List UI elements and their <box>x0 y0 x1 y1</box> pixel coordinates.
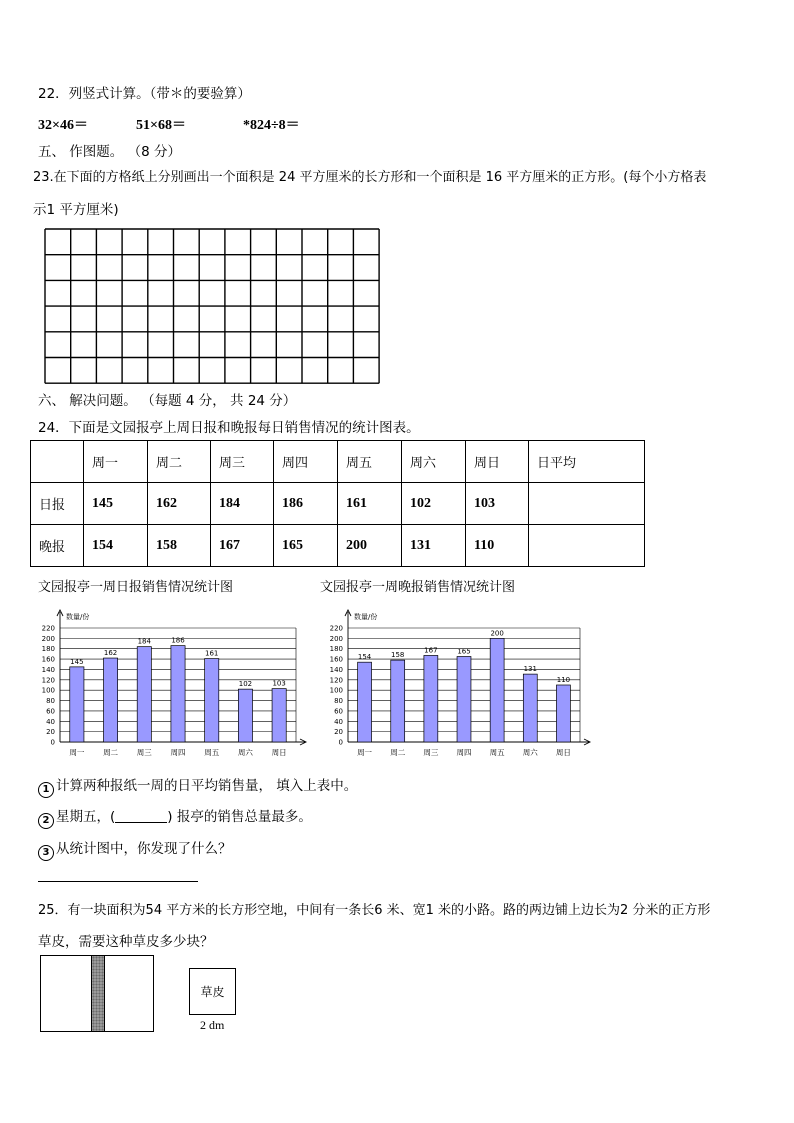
table-cell: 103 <box>466 483 529 525</box>
circle-marker: 3 <box>38 845 54 861</box>
y-tick-label: 200 <box>41 634 55 643</box>
table-cell: 200 <box>338 525 402 567</box>
section5-heading: 五、 作图题。 （8 分） <box>38 144 181 160</box>
evening-paper-bar-chart <box>316 604 606 764</box>
sales-table <box>30 440 645 567</box>
bar <box>272 689 286 742</box>
x-tick-label: 周一 <box>69 748 85 757</box>
q24-sub2-after: ) 报亭的销售总量最多。 <box>167 809 312 825</box>
bar-value-label: 161 <box>205 649 219 658</box>
bar <box>490 638 504 742</box>
table-cell <box>31 441 84 483</box>
road-strip <box>91 956 105 1031</box>
x-tick-label: 周二 <box>390 748 406 757</box>
y-tick-label: 120 <box>41 676 55 685</box>
bar-value-label: 186 <box>171 636 185 645</box>
table-cell: 日平均 <box>529 441 645 483</box>
y-tick-label: 100 <box>41 686 55 695</box>
y-axis-label: 数量/份 <box>354 613 378 621</box>
bar-value-label: 154 <box>357 653 372 662</box>
bar <box>238 689 252 742</box>
table-cell: 167 <box>211 525 274 567</box>
x-tick-label: 周六 <box>522 748 538 757</box>
q23-line2: 示1 平方厘米) <box>33 202 119 218</box>
x-tick-label: 周日 <box>271 748 287 757</box>
x-tick-label: 周四 <box>456 748 472 757</box>
table-cell: 145 <box>84 483 148 525</box>
q24-sub3-text: 从统计图中，你发现了什么？ <box>56 841 232 857</box>
y-tick-label: 0 <box>338 738 343 747</box>
x-tick-label: 周三 <box>136 748 152 757</box>
y-tick-label: 220 <box>41 624 55 633</box>
sod-label: 草皮 <box>200 985 225 999</box>
daily-paper-bar-chart <box>28 604 308 764</box>
circle-marker: 1 <box>38 782 54 798</box>
rectangular-field <box>40 955 154 1032</box>
bar-value-label: 162 <box>103 649 118 658</box>
q24-sub1-text: 计算两种报纸一周的日平均销售量， 填入上表中。 <box>56 778 358 794</box>
answer-blank[interactable] <box>115 810 167 823</box>
q24-title: 24．下面是文园报亭上周日报和晚报每日销售情况的统计图表。 <box>38 420 420 436</box>
q22-item-1: 32×46＝ <box>38 118 88 133</box>
table-cell: 周二 <box>148 441 211 483</box>
bar <box>171 646 185 742</box>
bar <box>70 667 84 742</box>
table-cell: 周日 <box>466 441 529 483</box>
chart2-title: 文园报亭一周晚报销售情况统计图 <box>320 580 516 595</box>
y-tick-label: 0 <box>50 738 55 747</box>
answer-line[interactable] <box>38 881 198 882</box>
table-cell: 周四 <box>274 441 338 483</box>
y-tick-label: 140 <box>329 665 343 674</box>
q24-sub1 <box>38 774 357 798</box>
table-cell: 日报 <box>31 483 84 525</box>
bar <box>556 685 570 742</box>
bar-value-label: 145 <box>70 657 84 666</box>
q22-item-3: *824÷8＝ <box>243 118 300 133</box>
y-tick-label: 20 <box>334 728 343 737</box>
bar <box>391 660 405 742</box>
q24-sub3 <box>38 837 232 861</box>
q24-sub2-before: 星期五，( <box>56 809 116 825</box>
table-cell: 184 <box>211 483 274 525</box>
y-axis-label: 数量/份 <box>66 613 90 621</box>
x-tick-label: 周五 <box>204 748 220 757</box>
q22-item-2: 51×68＝ <box>136 118 186 133</box>
bar-value-label: 184 <box>137 637 151 646</box>
table-cell: 158 <box>148 525 211 567</box>
table-cell: 165 <box>274 525 338 567</box>
y-tick-label: 200 <box>329 634 343 643</box>
sod-size-label: 2 dm <box>200 1018 225 1032</box>
square-grid <box>44 228 380 384</box>
bar <box>137 647 151 742</box>
q25-line1: 25．有一块面积为54 平方米的长方形空地，中间有一条长6 米、宽1 米的小路。路的两边铺上边长为2 分米的正方形 <box>38 903 711 918</box>
q22-title: 22．列竖式计算。（带＊的要验算） <box>38 86 251 102</box>
table-cell: 102 <box>402 483 466 525</box>
bar <box>358 662 372 742</box>
x-tick-label: 周四 <box>170 748 186 757</box>
bar-value-label: 110 <box>556 676 571 684</box>
bar-value-label: 165 <box>457 647 471 656</box>
x-tick-label: 周一 <box>357 748 373 757</box>
x-tick-label: 周日 <box>555 748 571 757</box>
table-cell: 周三 <box>211 441 274 483</box>
x-tick-label: 周五 <box>489 748 505 757</box>
table-cell: 154 <box>84 525 148 567</box>
x-tick-label: 周三 <box>423 748 439 757</box>
y-tick-label: 140 <box>41 665 55 674</box>
y-tick-label: 120 <box>329 676 343 685</box>
bar <box>205 659 219 742</box>
bar-value-label: 200 <box>490 629 504 638</box>
bar-value-label: 131 <box>523 665 537 674</box>
table-cell: 晚报 <box>31 525 84 567</box>
table-cell: 161 <box>338 483 402 525</box>
table-cell: 162 <box>148 483 211 525</box>
table-row <box>31 483 645 525</box>
table-cell: 186 <box>274 483 338 525</box>
y-tick-label: 180 <box>41 645 55 654</box>
y-tick-label: 160 <box>41 655 55 664</box>
y-tick-label: 20 <box>46 728 55 737</box>
y-tick-label: 80 <box>334 697 343 706</box>
table-cell: 131 <box>402 525 466 567</box>
q23-line1: 23.在下面的方格纸上分别画出一个面积是 24 平方厘米的长方形和一个面积是 16 平方厘米的正方形。(每个小方格表 <box>33 170 707 185</box>
table-row <box>31 525 645 567</box>
bar <box>103 658 117 742</box>
y-tick-label: 60 <box>46 707 55 716</box>
y-tick-label: 160 <box>329 655 343 664</box>
bar-value-label: 158 <box>391 651 405 660</box>
table-cell: 周一 <box>84 441 148 483</box>
bar-value-label: 102 <box>238 680 253 689</box>
q24-sub2 <box>38 805 312 829</box>
table-header-row <box>31 441 645 483</box>
bar-value-label: 103 <box>272 679 286 688</box>
bar <box>523 674 537 742</box>
y-tick-label: 60 <box>334 707 343 716</box>
bar <box>424 655 438 742</box>
x-tick-label: 周二 <box>103 748 119 757</box>
table-cell: 周六 <box>402 441 466 483</box>
table-cell: 周五 <box>338 441 402 483</box>
average-input-cell[interactable] <box>529 483 645 525</box>
table-cell: 110 <box>466 525 529 567</box>
q25-line2: 草皮，需要这种草皮多少块？ <box>38 934 214 950</box>
y-tick-label: 100 <box>329 686 343 695</box>
chart1-title: 文园报亭一周日报销售情况统计图 <box>38 580 234 595</box>
sod-square <box>189 968 236 1015</box>
section6-heading: 六、 解决问题。 （每题 4 分， 共 24 分） <box>38 393 297 409</box>
y-tick-label: 180 <box>329 645 343 654</box>
circle-marker: 2 <box>38 813 54 829</box>
bar-value-label: 167 <box>424 646 438 655</box>
y-tick-label: 40 <box>334 717 343 726</box>
y-tick-label: 80 <box>46 697 55 706</box>
y-tick-label: 40 <box>46 717 55 726</box>
average-input-cell[interactable] <box>529 525 645 567</box>
x-tick-label: 周六 <box>237 748 253 757</box>
bar <box>457 657 471 743</box>
y-tick-label: 220 <box>329 624 343 633</box>
